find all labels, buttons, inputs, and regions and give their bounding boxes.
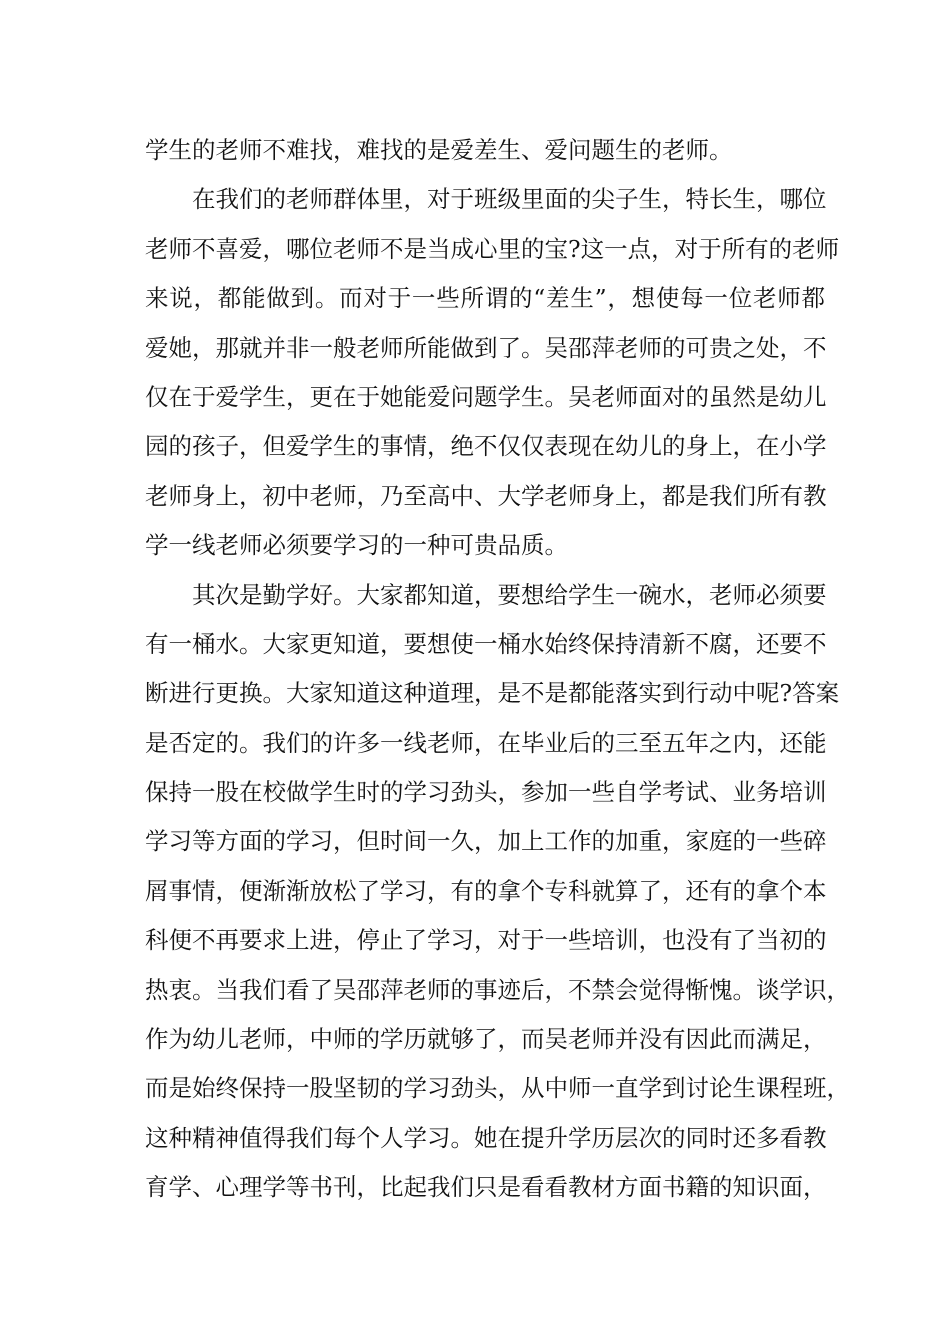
paragraph-first-line: 在我们的老师群体里，对于班级里面的尖子生，特长生，哪位 xyxy=(192,185,827,214)
text-line: 保持一股在校做学生时的学习劲头，参加一些自学考试、业务培训 xyxy=(145,778,827,807)
text-line: 科便不再要求上进，停止了学习，对于一些培训，也没有了当初的 xyxy=(145,926,827,955)
text-line: 学习等方面的学习，但时间一久，加上工作的加重，家庭的一些碎 xyxy=(145,827,827,856)
text-line: 学生的老师不难找，难找的是爱差生、爱问题生的老师。 xyxy=(145,136,733,164)
paragraph-first-line: 其次是勤学好。大家都知道，要想给学生一碗水，老师必须要 xyxy=(192,580,827,609)
text-line: 老师不喜爱，哪位老师不是当成心里的宝?这一点，对于所有的老师 xyxy=(145,234,840,263)
text-line: 仅在于爱学生，更在于她能爱问题学生。吴老师面对的虽然是幼儿 xyxy=(145,382,827,411)
text-line: 断进行更换。大家知道这种道理，是不是都能落实到行动中呢?答案 xyxy=(145,679,840,708)
text-line: 有一桶水。大家更知道，要想使一桶水始终保持清新不腐，还要不 xyxy=(145,629,827,658)
text-line: 作为幼儿老师，中师的学历就够了，而吴老师并没有因此而满足， xyxy=(145,1025,827,1054)
text-line: 学一线老师必须要学习的一种可贵品质。 xyxy=(145,531,568,560)
text-line: 而是始终保持一股坚韧的学习劲头，从中师一直学到讨论生课程班， xyxy=(145,1074,850,1103)
text-line: 热衷。当我们看了吴邵萍老师的事迹后，不禁会觉得惭愧。谈学识， xyxy=(145,975,850,1004)
text-line: 屑事情，便渐渐放松了学习，有的拿个专科就算了，还有的拿个本 xyxy=(145,876,827,905)
text-line: 老师身上，初中老师，乃至高中、大学老师身上，都是我们所有教 xyxy=(145,481,827,510)
text-line: 来说，都能做到。而对于一些所谓的“差生”，想使每一位老师都 xyxy=(145,284,825,313)
document-body xyxy=(145,126,850,1213)
text-line: 这种精神值得我们每个人学习。她在提升学历层次的同时还多看教 xyxy=(145,1123,827,1152)
text-line: 是否定的。我们的许多一线老师，在毕业后的三至五年之内，还能 xyxy=(145,728,827,757)
text-line: 育学、心理学等书刊，比起我们只是看看教材方面书籍的知识面， xyxy=(145,1173,827,1202)
text-line: 园的孩子，但爱学生的事情，绝不仅仅表现在幼儿的身上，在小学 xyxy=(145,432,827,461)
text-line: 爱她，那就并非一般老师所能做到了。吴邵萍老师的可贵之处，不 xyxy=(145,333,827,362)
